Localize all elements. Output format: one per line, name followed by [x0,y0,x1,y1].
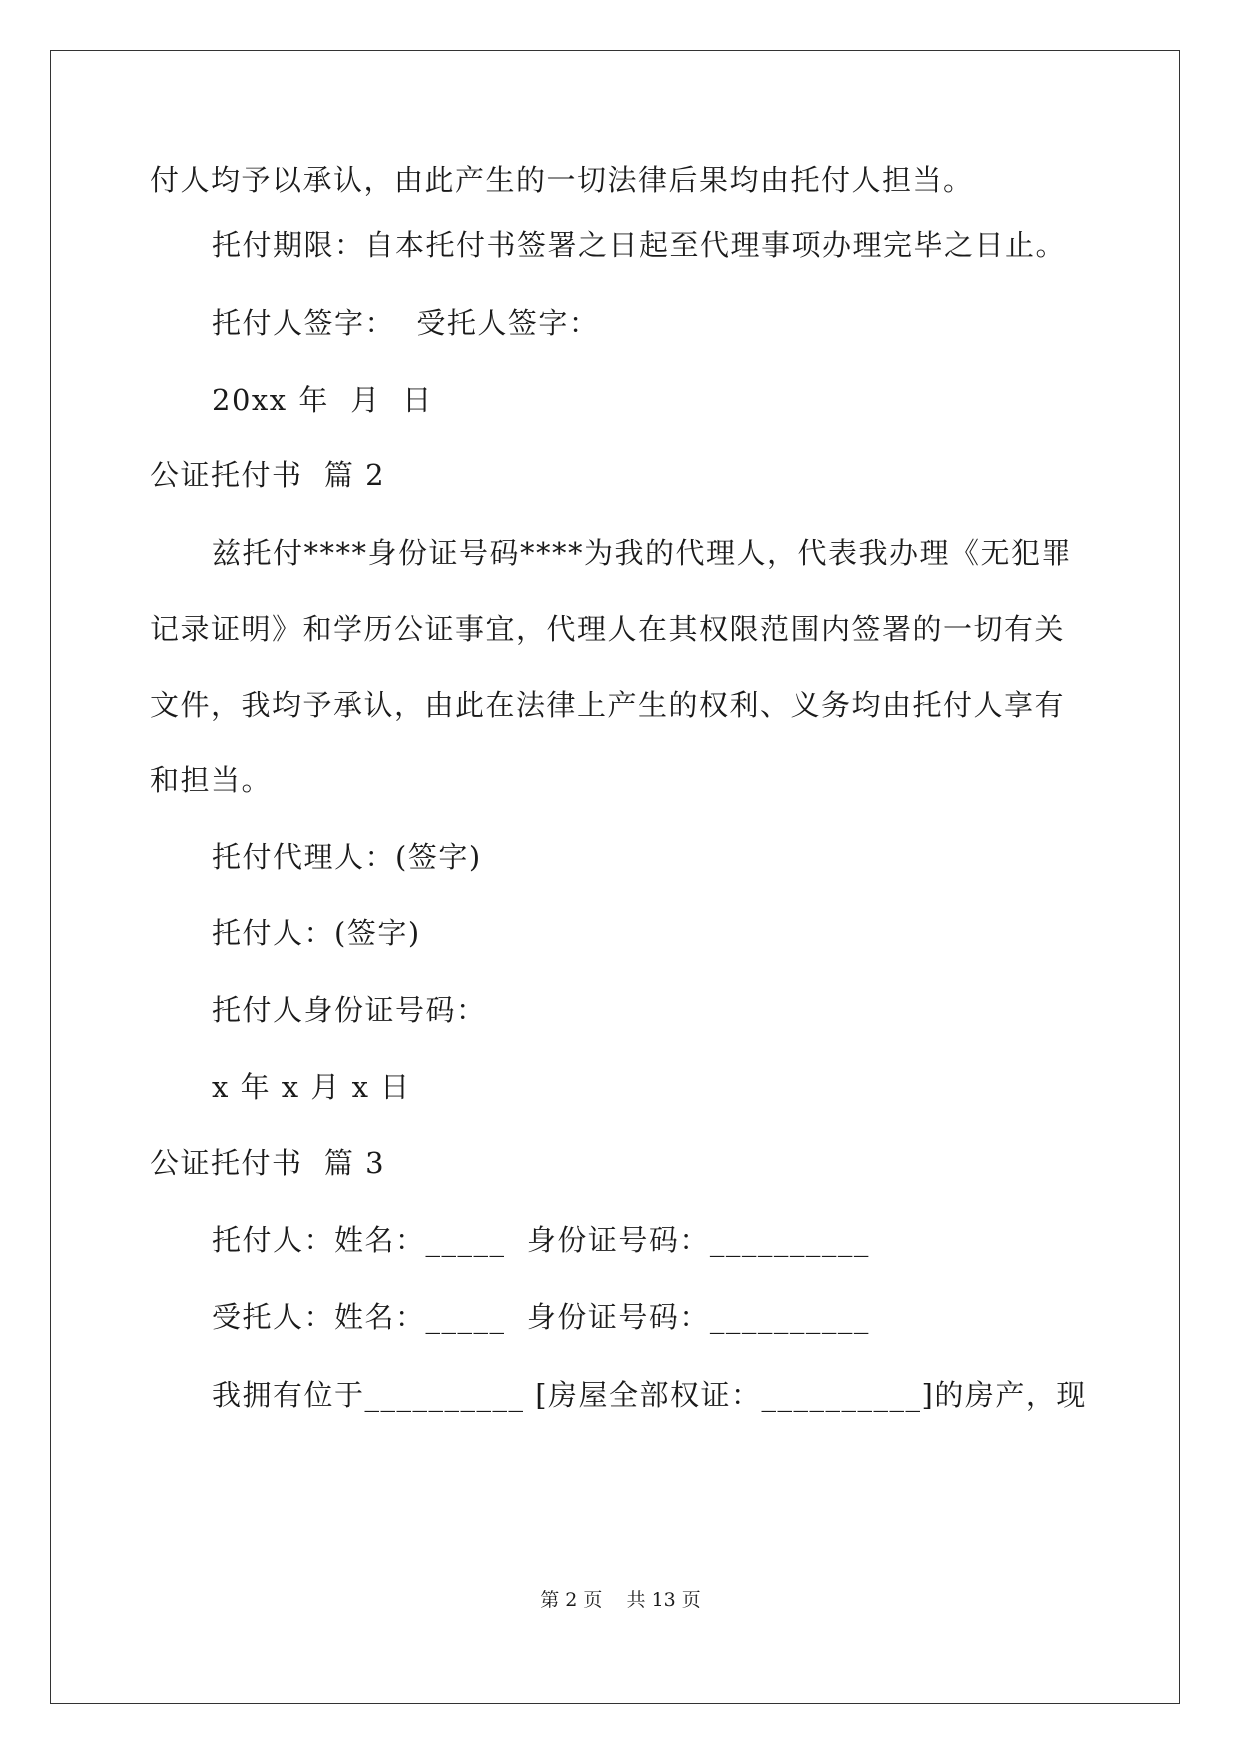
paragraph-line: 付人均予以承认，由此产生的一切法律后果均由托付人担当。 [150,163,974,197]
date-line: 20xx 年 月 日 [212,383,433,417]
signature-line: 托付人签字： 受托人签字： [212,306,600,340]
id-number-line: 托付人身份证号码： [212,993,487,1027]
paragraph-line: 我拥有位于__________ [房屋全部权证：__________]的房产，现 [212,1378,1087,1412]
paragraph-line: 记录证明》和学历公证事宜，代理人在其权限范围内签署的一切有关 [150,612,1066,646]
signature-line: 托付人：(签字) [212,916,421,950]
date-line: x 年 x 月 x 日 [212,1070,411,1104]
signature-line: 托付代理人：(签字) [212,840,482,874]
paragraph-line: 兹托付****身份证号码****为我的代理人，代表我办理《无犯罪 [212,536,1073,570]
paragraph-line: 托付期限：自本托付书签署之日起至代理事项办理完毕之日止。 [212,228,1067,262]
form-field-line: 受托人：姓名：_____ 身份证号码：__________ [212,1300,870,1334]
page-number: 第 2 页 共 13 页 [540,1589,701,1611]
form-field-line: 托付人：姓名：_____ 身份证号码：__________ [212,1223,870,1257]
section-heading: 公证托付书 篇 3 [150,1146,386,1180]
page-border [50,50,1180,1704]
paragraph-line: 文件，我均予承认，由此在法律上产生的权利、义务均由托付人享有 [150,688,1066,722]
paragraph-line: 和担当。 [150,763,273,797]
section-heading: 公证托付书 篇 2 [150,458,386,492]
